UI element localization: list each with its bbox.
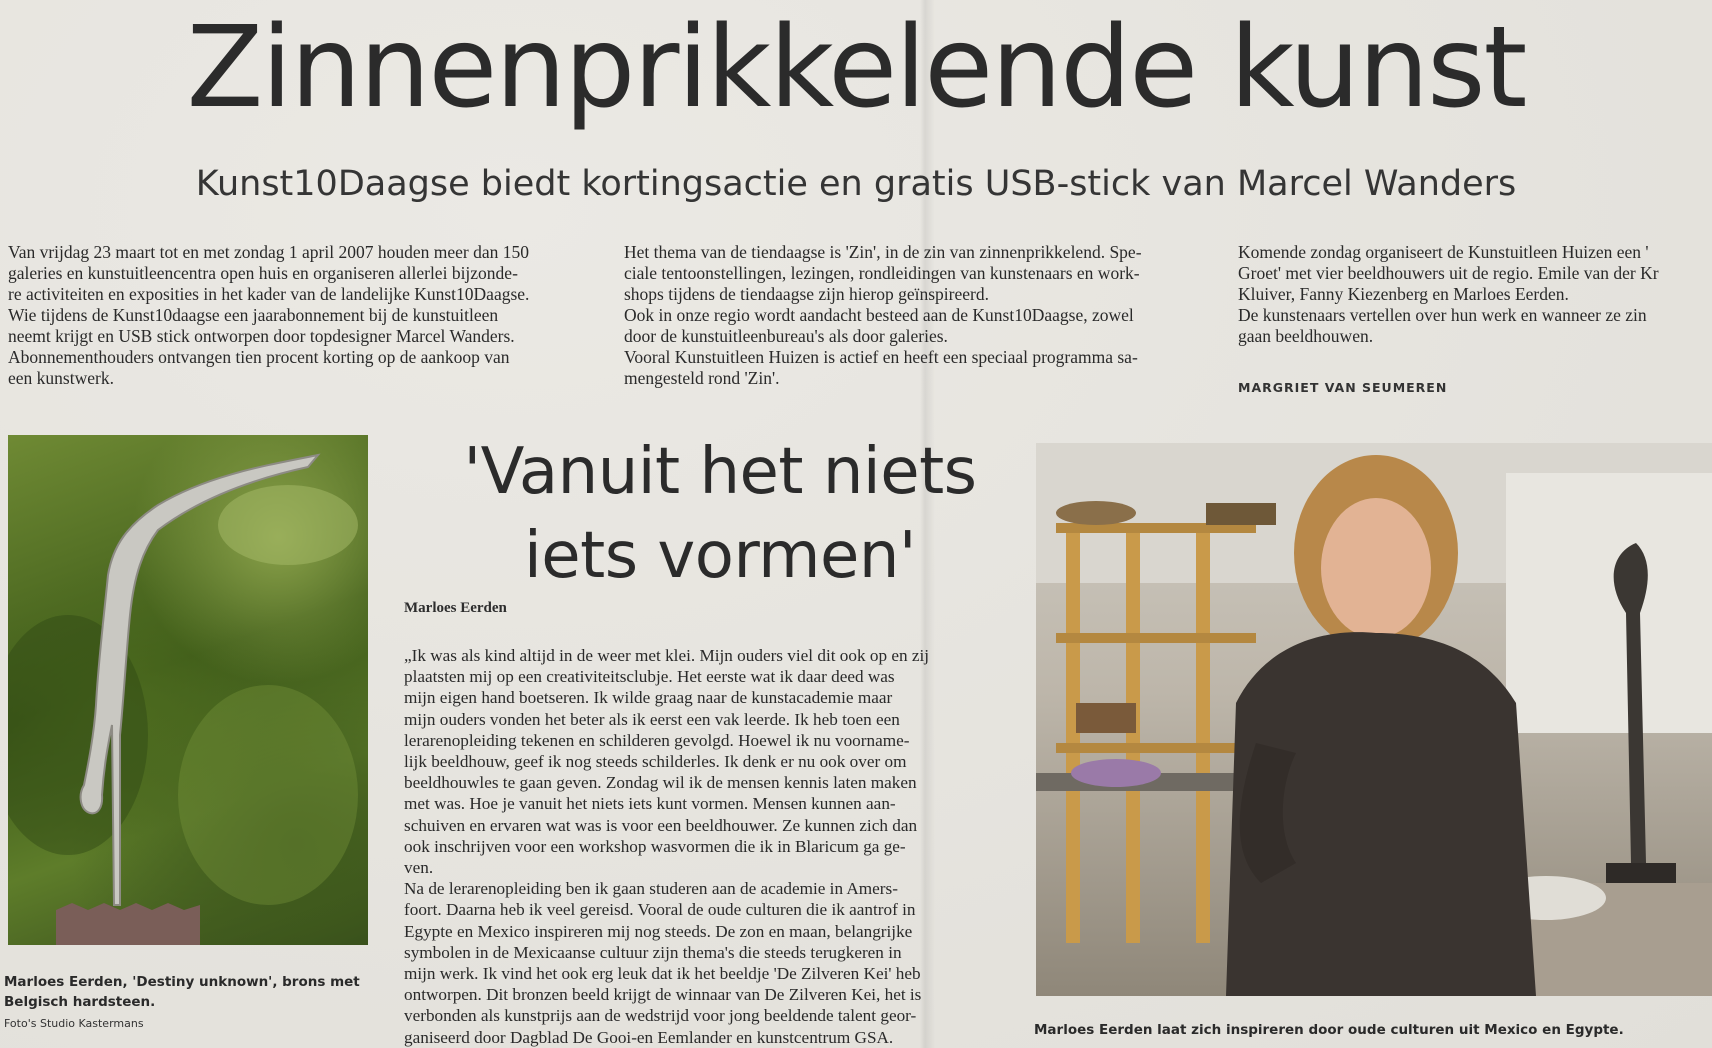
article-body: „Ik was als kind altijd in de weer met klei. Mijn ouders viel dit ook op en zij plaatsten mij op een creativiteitsclubje. Het eerste wat ik daar deed was mijn eigen hand boetseren. Ik wilde graag naar de kunstacademie maar mijn ouders vonden het beter als ik eerst een vak leerde. Ik heb toen een lerarenopleiding tekenen en schilderen gevolgd. Hoewel ik nu voorname- lijk beeldhouw, geef ik nog steeds schilderles. Ik denk er nu ook over om beeldhouwles te gaan geven. Zondag wil ik de mensen kennis laten maken met was. Hoe je vanuit het niets iets kunt vormen. Mensen kunnen aan- schuiven en ervaren wat was is voor een beeldhouwer. Ze kunnen zich dan ook inschrijven voor een workshop wasvormen die ik in Blaricum ga ge- ven. Na de lerarenopleiding ben ik gaan studeren aan de academie in Amers- foort. Daarna heb ik veel gereisd. Vooral de oude culturen die ik aantrof in Egypte en Mexico inspireren mij nog steeds. De zon en maan, belangrijke symbolen in de Mexicaanse cultuur zijn thema's die steeds terugkeren in mijn werk. Ik vind het ook erg leuk dat ik het beeldje 'De Zilveren Kei' heb ontworpen. Dit bronzen beeld krijgt de winnaar van De Zilveren Kei, het is verbonden als kunstprijs aan de wedstrijd voor jong beeldende talent geor- ganiseerd door Dagblad De Gooi-en Eemlander en kunstcentrum GSA. [404, 646, 930, 1047]
article-author: Marloes Eerden [404, 600, 507, 616]
intro-column-3 [1238, 242, 1712, 347]
photo-credit: Foto's Studio Kastermans [4, 1017, 144, 1030]
intro-column-2 [624, 242, 1224, 389]
quote-title-line-2: iets vormen' [523, 519, 917, 593]
sculpture-photo [8, 435, 368, 945]
intro-text-1: Van vrijdag 23 maart tot en met zondag 1 april 2007 houden meer dan 150 galeries en kunstuitleencentra open huis en organiseren allerlei bijzonde- re activiteiten en exposities in het kader van de landelijke Kunst10Daagse. Wie tijdens de Kunst10daagse een jaarabonnement bij de kunstuitleen neemt krijgt en USB stick ontworpen door topdesigner Marcel Wanders. Abonnementhouders ontvangen tien procent korting op de aankoop van een kunstwerk. [8, 242, 530, 388]
intro-text-2: Het thema van de tiendaagse is 'Zin', in de zin van zinnenprikkelend. Spe- ciale tentoonstellingen, lezingen, rondleidingen van kunstenaars en work- shops tijdens de tiendaagse zijn hierop geïnspireerd. Ook in onze regio wordt aandacht besteed aan de Kunst10Daagse, zowel door de kunstuitleenbureau's als door galeries. Vooral Kunstuitleen Huizen is actief en heeft een speciaal programma sa- mengesteld rond 'Zin'. [624, 242, 1142, 388]
intro-text-3: Komende zondag organiseert de Kunstuitleen Huizen een ' Groet' met vier beeldhouwers uit de regio. Emile van der Kr Kluiver, Fanny Kiezenberg en Marloes Eerden. De kunstenaars vertellen over hun werk en wanneer ze zin gaan beeldhouwen. [1238, 242, 1659, 346]
subheadline: Kunst10Daagse biedt kortingsactie en gratis USB-stick van Marcel Wanders [195, 164, 1517, 204]
sculpture-illustration [8, 435, 368, 945]
studio-photo [1036, 443, 1712, 996]
byline: MARGRIET VAN SEUMEREN [1238, 380, 1448, 395]
quote-title [400, 430, 1040, 598]
caption-right: Marloes Eerden laat zich inspireren door oude culturen uit Mexico en Egypte. [1034, 1022, 1624, 1038]
caption-left: Marloes Eerden, 'Destiny unknown', brons met Belgisch hardsteen. [4, 974, 360, 1010]
studio-illustration [1036, 443, 1712, 996]
quote-title-line-1: 'Vanuit het niets [463, 435, 977, 509]
headline: Zinnenprikkelende kunst [186, 3, 1526, 133]
intro-column-1 [8, 242, 608, 389]
